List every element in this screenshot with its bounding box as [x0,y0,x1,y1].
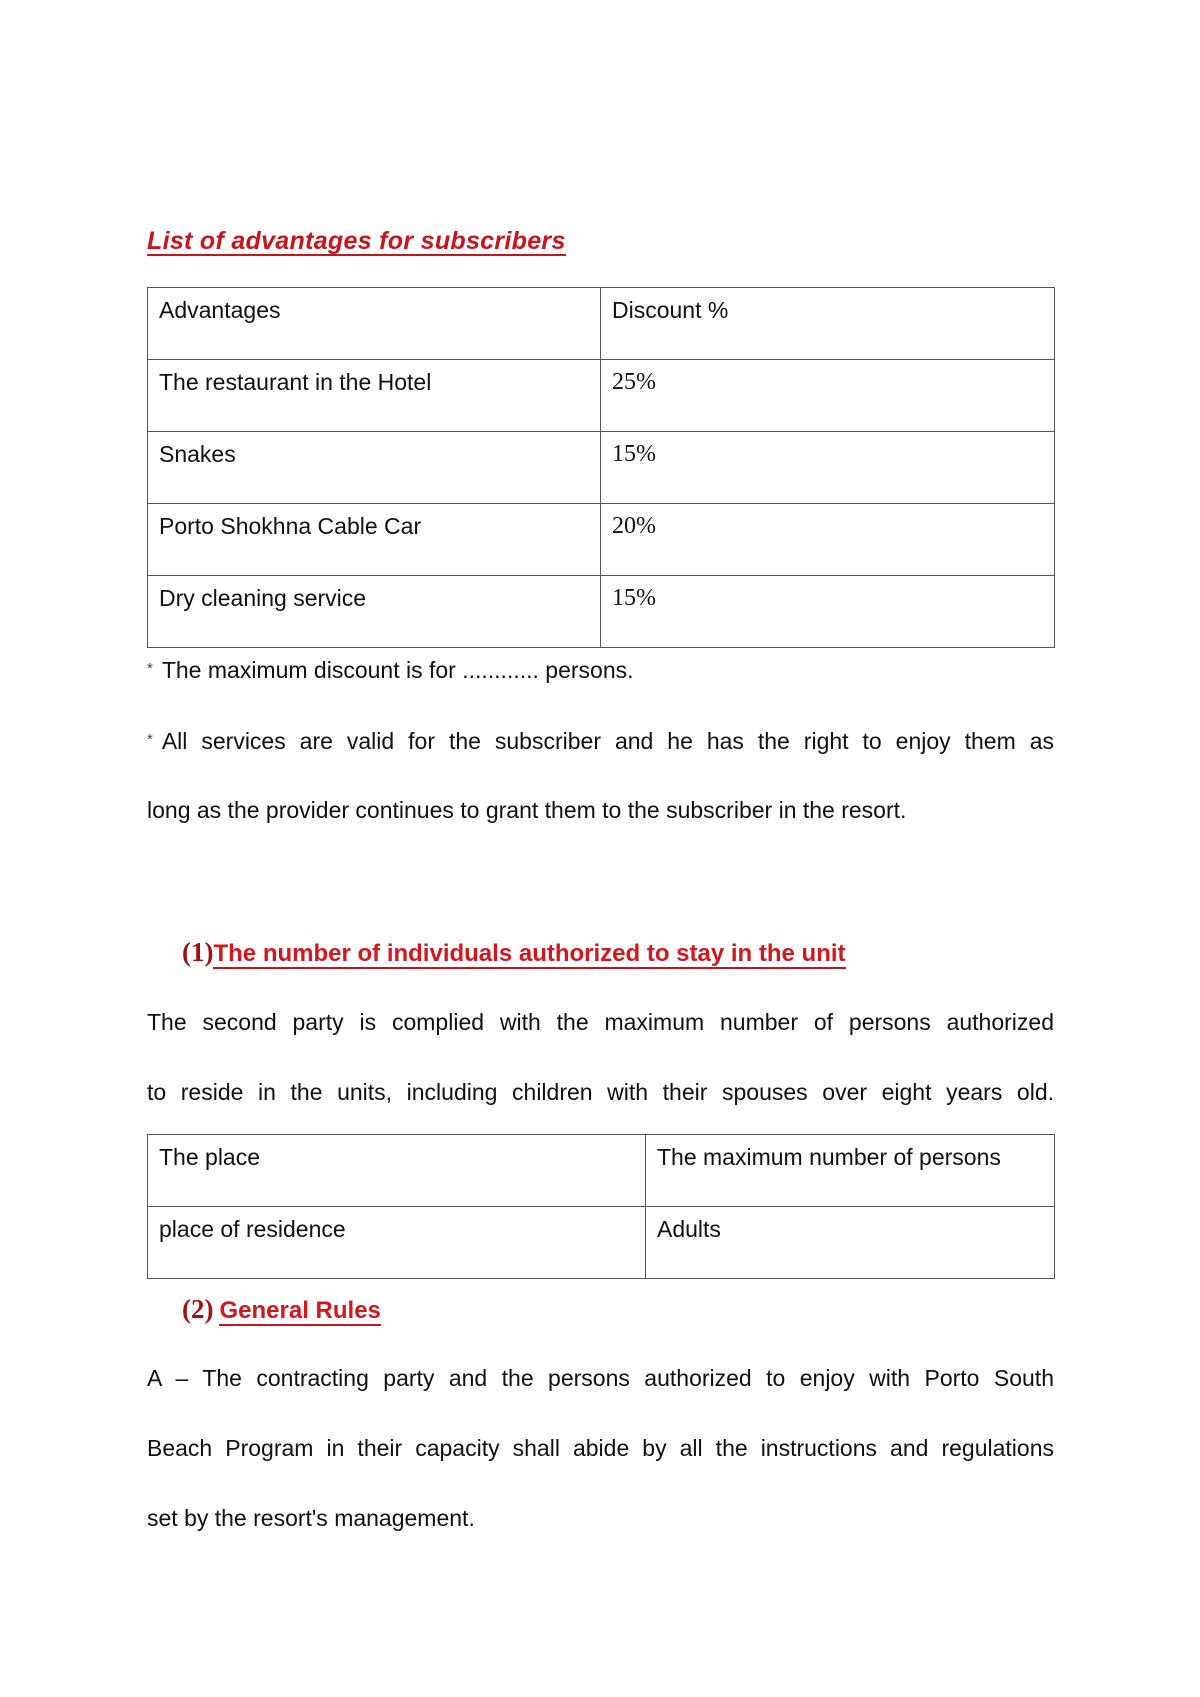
discount-cell: 15% [601,432,1055,504]
asterisk-bullet-icon: * [147,731,153,748]
header-place: The place [148,1135,646,1207]
advantage-cell: Porto Shokhna Cable Car [148,504,601,576]
note-services-line1 [147,726,1054,755]
section-1-heading [182,937,846,969]
advantages-heading: List of advantages for subscribers [147,227,566,255]
section-number: (1) [182,937,214,967]
advantages-table [147,287,1055,648]
discount-cell: 15% [601,576,1055,648]
header-advantages: Advantages [148,288,601,360]
table-header-row [148,288,1055,360]
table-row [148,504,1055,576]
section-number: (2) [182,1294,214,1324]
note-text: All services are valid for the subscriber and he has the right to enjoy them as [161,728,1054,754]
advantage-cell: The restaurant in the Hotel [148,360,601,432]
table-row [148,576,1055,648]
section-2-paragraph-line2: Beach Program in their capacity shall abide by all the instructions and regulations [147,1435,1054,1461]
section-1-paragraph-line1: The second party is complied with the maximum number of persons authorized [147,1009,1054,1035]
note-max-discount [147,655,634,684]
section-2-paragraph-line1: A – The contracting party and the persons authorized to enjoy with Porto South [147,1365,1054,1391]
max-persons-cell: Adults [646,1207,1055,1279]
table-row [148,360,1055,432]
table-header-row [148,1135,1055,1207]
section-title: The number of individuals authorized to stay in the unit [213,940,846,967]
section-2-paragraph-line3: set by the resort's management. [147,1505,475,1531]
advantage-cell: Snakes [148,432,601,504]
note-text: The maximum discount is for ............ persons. [161,657,634,683]
header-max-persons: The maximum number of persons [646,1135,1055,1207]
discount-cell: 20% [601,504,1055,576]
table-row [148,1207,1055,1279]
advantage-cell: Dry cleaning service [148,576,601,648]
place-cell: place of residence [148,1207,646,1279]
occupancy-table [147,1134,1055,1279]
section-1-paragraph-line2: to reside in the units, including children with their spouses over eight years old. [147,1079,1054,1105]
header-discount: Discount % [601,288,1055,360]
asterisk-bullet-icon: * [147,660,153,677]
section-title: General Rules [219,1297,381,1324]
discount-cell: 25% [601,360,1055,432]
section-2-heading [182,1294,381,1326]
table-row [148,432,1055,504]
note-services-line2: long as the provider continues to grant them to the subscriber in the resort. [147,797,907,823]
